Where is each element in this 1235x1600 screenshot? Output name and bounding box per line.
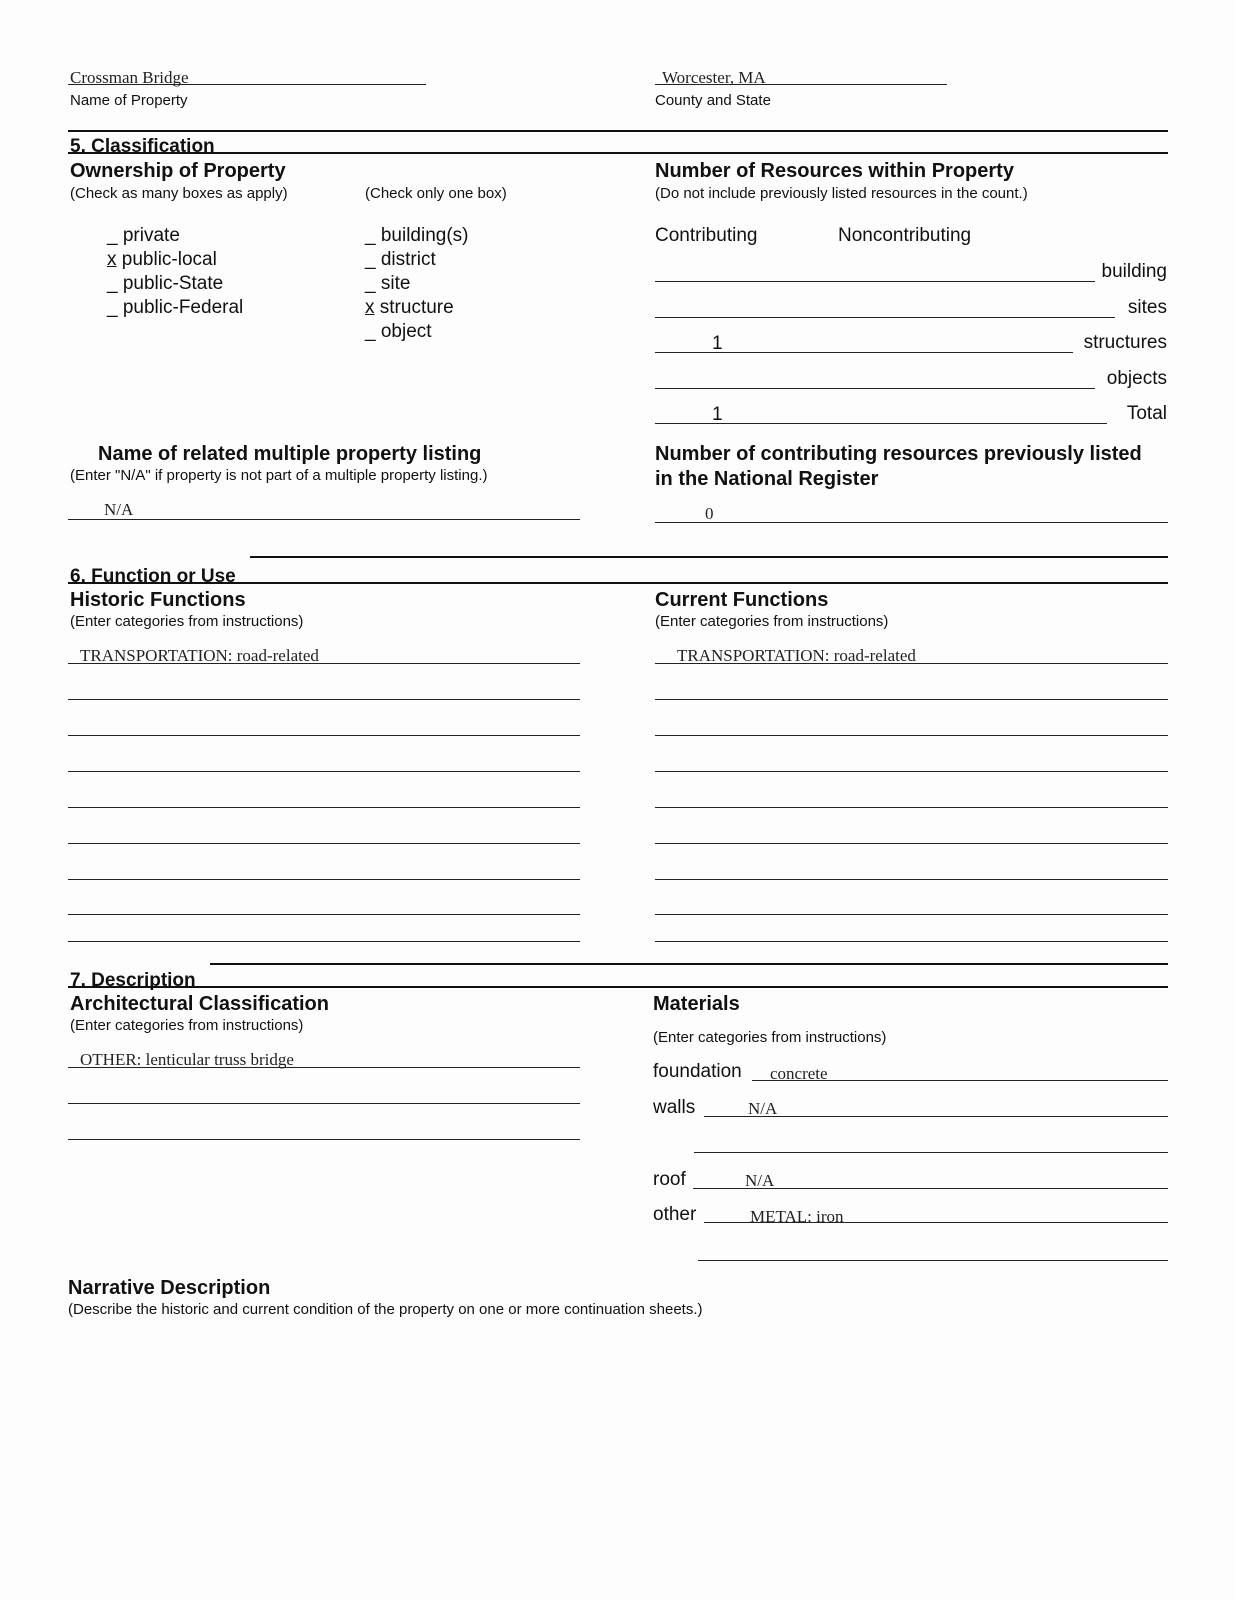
- property-name-label: Name of Property: [70, 92, 188, 109]
- ownership-item: [107, 225, 180, 247]
- related-listing-line: [68, 519, 580, 520]
- ownership-item: [107, 297, 243, 319]
- col-noncontributing: Noncontributing: [838, 225, 972, 246]
- entry-line: [655, 843, 1168, 844]
- checkbox-mark: _: [107, 225, 118, 246]
- historic-functions-title: Historic Functions: [70, 589, 246, 611]
- resource-line: [655, 352, 1073, 353]
- ownership-title: Ownership of Property: [70, 160, 286, 182]
- checkbox-mark: x: [365, 297, 375, 318]
- category-item: [365, 321, 432, 343]
- resource-row-label: Total: [1126, 403, 1167, 424]
- walls-value: N/A: [748, 1099, 778, 1118]
- checkbox-label: public-Federal: [122, 297, 244, 318]
- resource-row-label: sites: [1127, 297, 1167, 318]
- resource-row-value: 1: [712, 333, 723, 354]
- entry-line: [655, 879, 1168, 880]
- entry-line: [752, 1080, 1168, 1081]
- entry-line: [698, 1260, 1168, 1261]
- entry-line: [68, 699, 580, 700]
- entry-line: [655, 941, 1168, 942]
- section-7-title: 7. Description: [70, 970, 196, 991]
- checkbox-label: private: [122, 225, 180, 246]
- col-contributing: Contributing: [655, 225, 758, 246]
- other-label: other: [653, 1204, 697, 1225]
- related-listing-value: N/A: [104, 500, 134, 519]
- historic-functions-value: TRANSPORTATION: road-related: [80, 646, 319, 665]
- category-item: [365, 297, 454, 319]
- checkbox-label: structure: [379, 297, 454, 318]
- narrative-hint: (Describe the historic and current condition of the property on one or more continuation sheets.): [68, 1301, 703, 1318]
- prev-listed-value: 0: [705, 504, 714, 523]
- resource-row-value: 1: [712, 404, 723, 425]
- entry-line: [655, 771, 1168, 772]
- checkbox-mark: _: [365, 273, 376, 294]
- arch-classification-value: OTHER: lenticular truss bridge: [80, 1050, 294, 1069]
- roof-value: N/A: [745, 1171, 775, 1190]
- entry-line: [68, 663, 580, 664]
- entry-line: [68, 843, 580, 844]
- prev-listed-title-2: in the National Register: [655, 468, 879, 490]
- divider: [68, 152, 1168, 154]
- checkbox-mark: _: [365, 321, 376, 342]
- entry-line: [704, 1222, 1168, 1223]
- checkbox-mark: _: [365, 249, 376, 270]
- divider: [68, 582, 1168, 584]
- checkbox-mark: x: [107, 249, 117, 270]
- arch-classification-hint: (Enter categories from instructions): [70, 1017, 304, 1034]
- resource-row-label: structures: [1083, 332, 1167, 353]
- resource-row-label: objects: [1106, 368, 1167, 389]
- other-value: METAL: iron: [750, 1207, 844, 1226]
- county-state-line: [655, 84, 947, 85]
- resource-line: [655, 388, 1095, 389]
- prev-listed-title: Number of contributing resources previously listed: [655, 443, 1142, 465]
- property-name-line: [68, 84, 426, 85]
- ownership-item: [107, 273, 223, 295]
- checkbox-label: district: [380, 249, 436, 270]
- foundation-label: foundation: [653, 1061, 742, 1082]
- entry-line: [68, 941, 580, 942]
- related-listing-title: Name of related multiple property listing: [98, 443, 482, 465]
- category-item: [365, 225, 469, 247]
- resource-line: [655, 281, 1095, 282]
- narrative-title: Narrative Description: [68, 1277, 271, 1299]
- checkbox-mark: _: [107, 297, 118, 318]
- entry-line: [655, 663, 1168, 664]
- current-functions-title: Current Functions: [655, 589, 829, 611]
- resource-row-label: building: [1101, 261, 1167, 282]
- entry-line: [655, 914, 1168, 915]
- related-listing-hint: (Enter "N/A" if property is not part of a multiple property listing.): [70, 467, 488, 484]
- arch-classification-title: Architectural Classification: [70, 993, 329, 1015]
- entry-line: [68, 879, 580, 880]
- checkbox-label: public-local: [121, 249, 217, 270]
- section-6-title: 6. Function or Use: [70, 566, 236, 587]
- ownership-item: [107, 249, 217, 271]
- entry-line: [693, 1188, 1168, 1189]
- checkbox-mark: _: [107, 273, 118, 294]
- category-item: [365, 273, 410, 295]
- entry-line: [68, 1067, 580, 1068]
- current-functions-value: TRANSPORTATION: road-related: [677, 646, 916, 665]
- entry-line: [68, 914, 580, 915]
- checkbox-mark: _: [365, 225, 376, 246]
- checkbox-label: object: [380, 321, 432, 342]
- checkbox-label: public-State: [122, 273, 224, 294]
- entry-line: [704, 1116, 1168, 1117]
- entry-line: [655, 735, 1168, 736]
- checkbox-label: site: [380, 273, 411, 294]
- materials-hint: (Enter categories from instructions): [653, 1029, 887, 1046]
- materials-title: Materials: [653, 993, 740, 1015]
- divider: [68, 130, 1168, 132]
- divider: [250, 556, 1168, 558]
- prev-listed-line: [655, 522, 1168, 523]
- resource-line: [655, 423, 1107, 424]
- county-state-value: Worcester, MA: [662, 68, 766, 87]
- roof-label: roof: [653, 1169, 686, 1190]
- entry-line: [68, 807, 580, 808]
- entry-line: [655, 807, 1168, 808]
- entry-line: [68, 735, 580, 736]
- county-state-label: County and State: [655, 92, 771, 109]
- entry-line: [68, 1103, 580, 1104]
- category-hint: (Check only one box): [365, 185, 507, 202]
- divider: [210, 963, 1168, 965]
- category-item: [365, 249, 436, 271]
- entry-line: [694, 1152, 1168, 1153]
- entry-line: [68, 1139, 580, 1140]
- entry-line: [68, 771, 580, 772]
- checkbox-label: building(s): [380, 225, 469, 246]
- resources-title: Number of Resources within Property: [655, 160, 1014, 182]
- resource-line: [655, 317, 1115, 318]
- resources-hint: (Do not include previously listed resources in the count.): [655, 185, 1028, 202]
- divider: [68, 986, 1168, 988]
- current-functions-hint: (Enter categories from instructions): [655, 613, 889, 630]
- property-name-value: Crossman Bridge: [70, 68, 189, 87]
- walls-label: walls: [653, 1097, 696, 1118]
- historic-functions-hint: (Enter categories from instructions): [70, 613, 304, 630]
- foundation-value: concrete: [770, 1064, 828, 1083]
- ownership-hint: (Check as many boxes as apply): [70, 185, 288, 202]
- entry-line: [655, 699, 1168, 700]
- section-5-title: 5. Classification: [70, 136, 215, 157]
